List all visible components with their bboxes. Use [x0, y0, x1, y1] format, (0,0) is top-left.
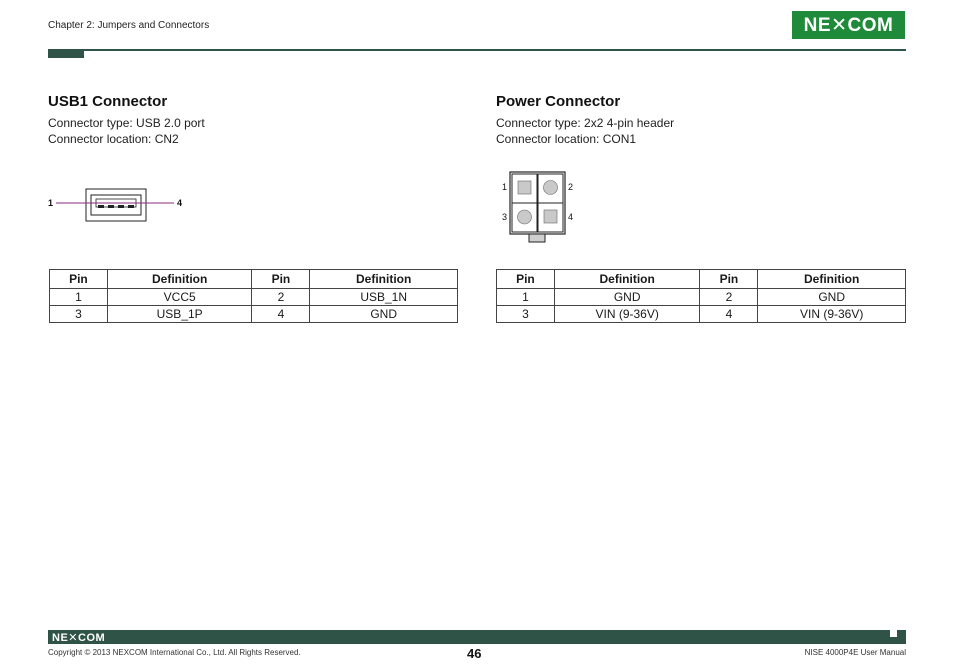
- power-pin-2-label: 2: [568, 182, 574, 192]
- chapter-title: Chapter 2: Jumpers and Connectors: [48, 20, 210, 31]
- usb-section-title: USB1 Connector: [48, 93, 168, 110]
- column-header: Definition: [554, 270, 700, 289]
- table-cell: 2: [700, 289, 758, 306]
- table-row: [497, 306, 906, 323]
- column-header: Pin: [252, 270, 310, 289]
- header-rule: [48, 49, 906, 51]
- table-cell: GND: [310, 306, 458, 323]
- power-pin-table: [496, 269, 906, 323]
- table-cell: 3: [50, 306, 108, 323]
- footer-logo: NE✕COM: [52, 632, 106, 644]
- column-header: Definition: [310, 270, 458, 289]
- table-row: [50, 306, 458, 323]
- power-connector-location: Connector location: CON1: [496, 132, 637, 146]
- table-cell: 1: [497, 289, 555, 306]
- footer-square-icon: [899, 637, 906, 644]
- usb-pin-table: [49, 269, 458, 323]
- column-header: Pin: [50, 270, 108, 289]
- footer-square-icon: [890, 637, 897, 644]
- table-cell: 1: [50, 289, 108, 306]
- table-cell: 4: [700, 306, 758, 323]
- table-cell: VIN (9-36V): [758, 306, 906, 323]
- usb-connector-type: Connector type: USB 2.0 port: [48, 116, 205, 130]
- footer-bar: [48, 630, 906, 644]
- table-cell: USB_1P: [107, 306, 252, 323]
- power-pin-4-label: 4: [568, 212, 574, 222]
- table-cell: VIN (9-36V): [554, 306, 700, 323]
- power-pin-3-label: 3: [502, 212, 508, 222]
- page-number: 46: [467, 646, 482, 661]
- table-cell: VCC5: [107, 289, 252, 306]
- usb-pin-1-label: 1: [48, 198, 54, 208]
- footer-corner-notch: [890, 630, 897, 637]
- column-header: Definition: [107, 270, 252, 289]
- table-cell: GND: [758, 289, 906, 306]
- power-connector-diagram: [508, 170, 568, 244]
- header-tab-block: [48, 49, 84, 58]
- column-header: Pin: [700, 270, 758, 289]
- nexcom-logo: [792, 11, 905, 39]
- manual-name: NISE 4000P4E User Manual: [804, 648, 906, 657]
- power-section-title: Power Connector: [496, 93, 621, 110]
- table-header-row: [497, 270, 906, 289]
- table-row: [50, 289, 458, 306]
- table-cell: 2: [252, 289, 310, 306]
- table-cell: USB_1N: [310, 289, 458, 306]
- usb-connector-diagram: [44, 186, 194, 226]
- copyright-text: Copyright © 2013 NEXCOM International Co., Ltd. All Rights Reserved.: [48, 648, 301, 657]
- power-connector-type: Connector type: 2x2 4-pin header: [496, 116, 675, 130]
- column-header: Definition: [758, 270, 906, 289]
- table-cell: GND: [554, 289, 700, 306]
- table-cell: 3: [497, 306, 555, 323]
- table-row: [497, 289, 906, 306]
- table-cell: 4: [252, 306, 310, 323]
- column-header: Pin: [497, 270, 555, 289]
- usb-connector-location: Connector location: CN2: [48, 132, 179, 146]
- table-header-row: [50, 270, 458, 289]
- logo-text: NE✕COM: [803, 14, 894, 36]
- usb-pin-4-label: 4: [177, 198, 183, 208]
- power-pin-1-label: 1: [502, 182, 508, 192]
